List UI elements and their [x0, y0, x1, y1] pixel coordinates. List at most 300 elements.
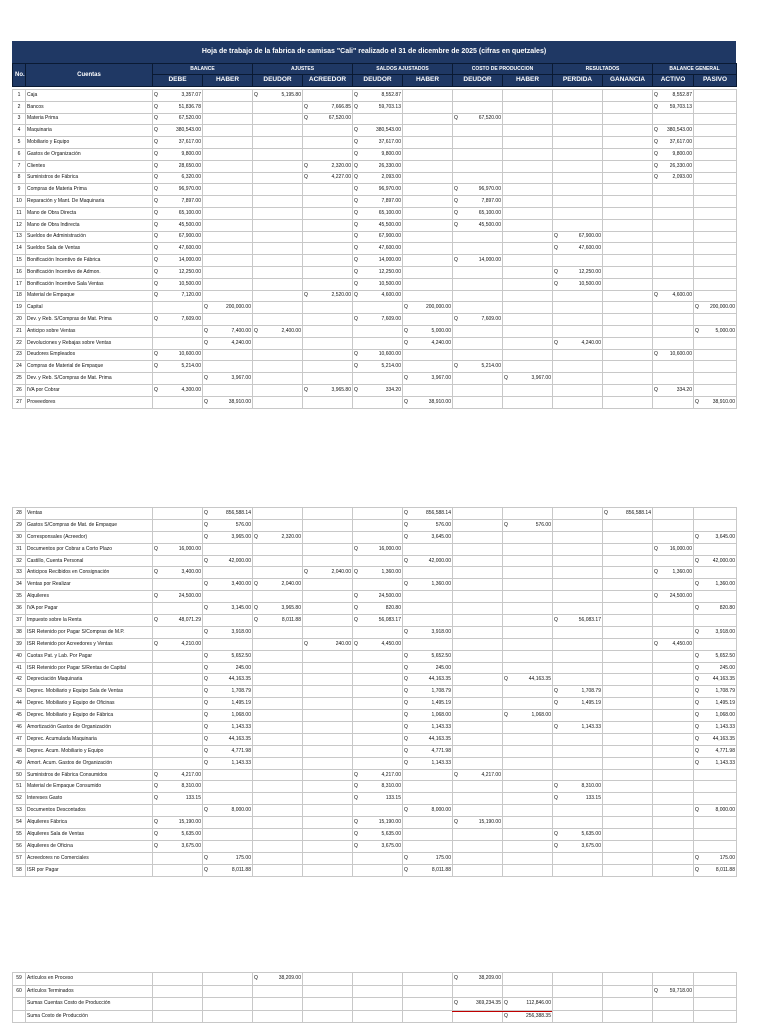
- amount-cell: [453, 373, 503, 385]
- amount-value: 38,910.00: [428, 398, 451, 405]
- amount-cell: [603, 650, 653, 662]
- amount-value: 1,495.19: [431, 700, 451, 707]
- amount-cell: [303, 998, 353, 1011]
- amount-cell: [353, 349, 403, 361]
- amount-cell: [203, 373, 253, 385]
- amount-cell: [694, 231, 737, 243]
- amount-cell: [453, 314, 503, 326]
- amount-cell: [603, 626, 653, 638]
- amount-value: 3,645.00: [715, 533, 735, 540]
- currency-symbol: Q: [454, 186, 458, 193]
- amount-cell: [353, 207, 403, 219]
- currency-symbol: Q: [304, 386, 308, 393]
- currency-symbol: Q: [154, 783, 158, 790]
- amount-value: 4,217.00: [181, 771, 201, 778]
- amount-value: 24,500.00: [669, 593, 692, 600]
- amount-cell: [353, 650, 403, 662]
- amount-cell: [303, 384, 353, 396]
- amount-cell: [253, 1010, 303, 1023]
- amount-cell: [353, 829, 403, 841]
- currency-symbol: Q: [654, 150, 658, 157]
- amount-cell: [453, 579, 503, 591]
- amount-value: 4,210.00: [181, 640, 201, 647]
- account-name: Mano de Obra Indirecta: [26, 219, 153, 231]
- amount-cell: [353, 314, 403, 326]
- amount-value: 7,609.00: [381, 316, 401, 323]
- currency-symbol: Q: [354, 569, 358, 576]
- amount-cell: [353, 710, 403, 722]
- amount-cell: [303, 196, 353, 208]
- row-number: 12: [13, 219, 26, 231]
- currency-symbol: Q: [454, 198, 458, 205]
- amount-cell: [353, 567, 403, 579]
- amount-cell: [303, 172, 353, 184]
- amount-value: 3,918.00: [231, 628, 251, 635]
- amount-cell: [553, 219, 603, 231]
- amount-value: 576.00: [235, 521, 251, 528]
- account-name: Caja: [26, 90, 153, 102]
- currency-symbol: Q: [695, 854, 699, 861]
- row-number: 47: [13, 733, 26, 745]
- amount-cell: [153, 662, 203, 674]
- row-number: 44: [13, 698, 26, 710]
- amount-cell: [253, 745, 303, 757]
- currency-symbol: Q: [354, 150, 358, 157]
- amount-cell: [694, 384, 737, 396]
- amount-cell: [353, 579, 403, 591]
- row-number: 2: [13, 101, 26, 113]
- currency-symbol: Q: [154, 386, 158, 393]
- amount-cell: [553, 973, 603, 986]
- amount-cell: [353, 840, 403, 852]
- amount-cell: [403, 745, 453, 757]
- amount-value: 2,400.00: [281, 327, 301, 334]
- amount-cell: [603, 840, 653, 852]
- amount-cell: [653, 650, 694, 662]
- amount-cell: [653, 793, 694, 805]
- amount-cell: [503, 698, 553, 710]
- amount-cell: [553, 567, 603, 579]
- amount-cell: [653, 973, 694, 986]
- amount-value: 5,635.00: [181, 830, 201, 837]
- amount-cell: [403, 137, 453, 149]
- amount-cell: [553, 733, 603, 745]
- amount-value: 44,163.35: [712, 676, 735, 683]
- amount-cell: [694, 829, 737, 841]
- amount-cell: [603, 349, 653, 361]
- currency-symbol: Q: [204, 854, 208, 861]
- currency-symbol: Q: [604, 509, 608, 516]
- amount-value: 133.15: [585, 795, 601, 802]
- amount-value: 44,163.35: [228, 676, 251, 683]
- amount-cell: [453, 396, 503, 408]
- account-name: Artículos en Proceso: [26, 973, 153, 986]
- amount-cell: [203, 396, 253, 408]
- amount-cell: [153, 698, 203, 710]
- amount-cell: [453, 852, 503, 864]
- account-name: Amortización Gastos de Organización: [26, 722, 153, 734]
- row-number: [13, 998, 26, 1011]
- amount-value: 5,652.50: [231, 652, 251, 659]
- amount-cell: [694, 662, 737, 674]
- amount-cell: [553, 793, 603, 805]
- amount-value: 26,330.00: [378, 162, 401, 169]
- currency-symbol: Q: [695, 676, 699, 683]
- sub-header: HABER: [503, 75, 553, 87]
- currency-symbol: Q: [354, 593, 358, 600]
- amount-cell: [503, 207, 553, 219]
- amount-cell: [453, 710, 503, 722]
- amount-cell: [203, 591, 253, 603]
- amount-cell: [153, 519, 203, 531]
- amount-cell: [453, 219, 503, 231]
- amount-cell: [353, 337, 403, 349]
- amount-cell: [403, 184, 453, 196]
- amount-value: 44,163.35: [228, 735, 251, 742]
- amount-cell: [303, 793, 353, 805]
- amount-cell: [553, 650, 603, 662]
- currency-symbol: Q: [404, 581, 408, 588]
- amount-cell: [153, 396, 203, 408]
- amount-cell: [353, 160, 403, 172]
- currency-symbol: Q: [204, 581, 208, 588]
- total-underline: [452, 1011, 552, 1012]
- amount-cell: [694, 302, 737, 314]
- amount-cell: [694, 698, 737, 710]
- currency-symbol: Q: [504, 375, 508, 382]
- currency-symbol: Q: [204, 700, 208, 707]
- currency-symbol: Q: [695, 759, 699, 766]
- amount-cell: [653, 243, 694, 255]
- amount-value: 380,543.00: [175, 127, 201, 134]
- currency-symbol: Q: [695, 652, 699, 659]
- amount-cell: [403, 337, 453, 349]
- amount-cell: [453, 337, 503, 349]
- amount-cell: [203, 207, 253, 219]
- amount-cell: [694, 278, 737, 290]
- worksheet-table-part-3: [12, 972, 737, 1023]
- amount-cell: [453, 615, 503, 627]
- amount-cell: [203, 805, 253, 817]
- table-row: [13, 769, 737, 781]
- amount-cell: [203, 722, 253, 734]
- amount-cell: [653, 196, 694, 208]
- amount-cell: [153, 985, 203, 998]
- amount-value: 8,011.88: [231, 866, 251, 873]
- amount-cell: [153, 113, 203, 125]
- amount-cell: [453, 302, 503, 314]
- amount-cell: [553, 769, 603, 781]
- amount-cell: [453, 626, 503, 638]
- table-row: [13, 615, 737, 627]
- amount-cell: [503, 985, 553, 998]
- amount-cell: [303, 781, 353, 793]
- currency-symbol: Q: [354, 795, 358, 802]
- account-name: Devoluciones y Rebajas sobre Ventas: [26, 337, 153, 349]
- amount-value: 96,970.00: [378, 186, 401, 193]
- amount-cell: [403, 361, 453, 373]
- currency-symbol: Q: [404, 735, 408, 742]
- row-number: 55: [13, 829, 26, 841]
- amount-cell: [553, 101, 603, 113]
- amount-cell: [153, 384, 203, 396]
- amount-cell: [253, 650, 303, 662]
- amount-value: 12,250.00: [178, 268, 201, 275]
- amount-cell: [653, 278, 694, 290]
- amount-cell: [694, 172, 737, 184]
- currency-symbol: Q: [554, 842, 558, 849]
- amount-cell: [353, 231, 403, 243]
- amount-cell: [503, 314, 553, 326]
- amount-cell: [253, 793, 303, 805]
- row-number: 7: [13, 160, 26, 172]
- account-name: Gastos S/Compras de Mat. de Empaque: [26, 519, 153, 531]
- currency-symbol: Q: [154, 830, 158, 837]
- amount-cell: [403, 638, 453, 650]
- amount-cell: [694, 543, 737, 555]
- amount-cell: [503, 662, 553, 674]
- amount-cell: [503, 219, 553, 231]
- amount-value: 3,400.00: [181, 569, 201, 576]
- currency-symbol: Q: [154, 819, 158, 826]
- amount-cell: [603, 817, 653, 829]
- amount-cell: [303, 361, 353, 373]
- currency-symbol: Q: [154, 292, 158, 299]
- currency-symbol: Q: [154, 115, 158, 122]
- amount-cell: [303, 698, 353, 710]
- amount-value: 1,708.79: [715, 688, 735, 695]
- amount-cell: [603, 508, 653, 520]
- account-name: ISR por Pagar: [26, 864, 153, 876]
- amount-cell: [653, 361, 694, 373]
- amount-cell: [603, 196, 653, 208]
- currency-symbol: Q: [454, 1000, 458, 1007]
- row-number: 59: [13, 973, 26, 986]
- amount-cell: [694, 686, 737, 698]
- currency-symbol: Q: [695, 866, 699, 873]
- currency-symbol: Q: [304, 174, 308, 181]
- amount-cell: [453, 325, 503, 337]
- currency-symbol: Q: [354, 198, 358, 205]
- amount-value: 5,000.00: [715, 327, 735, 334]
- amount-cell: [694, 396, 737, 408]
- amount-value: 10,600.00: [178, 351, 201, 358]
- table-row: [13, 543, 737, 555]
- amount-cell: [253, 278, 303, 290]
- amount-value: 59,703.13: [378, 103, 401, 110]
- amount-cell: [503, 615, 553, 627]
- amount-value: 5,635.00: [381, 830, 401, 837]
- amount-cell: [253, 579, 303, 591]
- amount-cell: [303, 973, 353, 986]
- amount-value: 7,609.00: [481, 316, 501, 323]
- table-row: [13, 325, 737, 337]
- currency-symbol: Q: [154, 150, 158, 157]
- amount-cell: [653, 733, 694, 745]
- currency-symbol: Q: [695, 304, 699, 311]
- currency-symbol: Q: [354, 830, 358, 837]
- amount-cell: [403, 325, 453, 337]
- amount-cell: [303, 817, 353, 829]
- amount-cell: [253, 973, 303, 986]
- table-row: [13, 184, 737, 196]
- currency-symbol: Q: [404, 759, 408, 766]
- no-header: No.: [13, 64, 26, 87]
- table-row: [13, 160, 737, 172]
- amount-cell: [553, 626, 603, 638]
- currency-symbol: Q: [254, 91, 258, 98]
- amount-cell: [403, 519, 453, 531]
- amount-cell: [303, 674, 353, 686]
- amount-cell: [453, 745, 503, 757]
- amount-cell: [403, 686, 453, 698]
- amount-value: 9,800.00: [181, 150, 201, 157]
- table-row: [13, 805, 737, 817]
- amount-cell: [653, 113, 694, 125]
- amount-value: 16,000.00: [178, 545, 201, 552]
- amount-cell: [653, 638, 694, 650]
- currency-symbol: Q: [454, 221, 458, 228]
- amount-value: 44,163.35: [428, 735, 451, 742]
- amount-cell: [253, 125, 303, 137]
- amount-cell: [553, 662, 603, 674]
- amount-value: 7,897.00: [181, 198, 201, 205]
- amount-cell: [553, 603, 603, 615]
- currency-symbol: Q: [504, 712, 508, 719]
- amount-cell: [203, 638, 253, 650]
- amount-cell: [453, 567, 503, 579]
- amount-cell: [353, 998, 403, 1011]
- amount-cell: [694, 757, 737, 769]
- currency-symbol: Q: [354, 292, 358, 299]
- amount-cell: [353, 278, 403, 290]
- amount-cell: [403, 579, 453, 591]
- amount-cell: [353, 626, 403, 638]
- amount-value: 820.80: [719, 605, 735, 612]
- amount-cell: [253, 337, 303, 349]
- currency-symbol: Q: [404, 700, 408, 707]
- currency-symbol: Q: [695, 628, 699, 635]
- amount-value: 5,214.00: [481, 363, 501, 370]
- amount-cell: [653, 137, 694, 149]
- row-number: 10: [13, 196, 26, 208]
- currency-symbol: Q: [454, 819, 458, 826]
- currency-symbol: Q: [254, 975, 258, 982]
- amount-cell: [453, 985, 503, 998]
- amount-cell: [453, 290, 503, 302]
- amount-cell: [553, 243, 603, 255]
- amount-cell: [153, 973, 203, 986]
- amount-value: 3,645.00: [431, 533, 451, 540]
- amount-cell: [353, 396, 403, 408]
- amount-cell: [303, 531, 353, 543]
- amount-value: 576.00: [435, 521, 451, 528]
- amount-cell: [453, 266, 503, 278]
- amount-value: 8,000.00: [715, 807, 735, 814]
- row-number: 53: [13, 805, 26, 817]
- currency-symbol: Q: [204, 375, 208, 382]
- table-row: [13, 757, 737, 769]
- amount-cell: [303, 255, 353, 267]
- table-row: [13, 973, 737, 986]
- amount-cell: [653, 769, 694, 781]
- amount-cell: [303, 90, 353, 102]
- amount-cell: [553, 745, 603, 757]
- amount-cell: [253, 686, 303, 698]
- account-name: ISR Retenido por Pagar S/Compras de M.P.: [26, 626, 153, 638]
- amount-cell: [503, 349, 553, 361]
- currency-symbol: Q: [354, 783, 358, 790]
- currency-symbol: Q: [204, 509, 208, 516]
- amount-value: 576.00: [535, 521, 551, 528]
- amount-cell: [203, 662, 253, 674]
- currency-symbol: Q: [154, 257, 158, 264]
- amount-value: 4,240.00: [431, 339, 451, 346]
- currency-symbol: Q: [404, 747, 408, 754]
- amount-cell: [303, 266, 353, 278]
- amount-cell: [653, 579, 694, 591]
- amount-cell: [553, 985, 603, 998]
- amount-cell: [553, 337, 603, 349]
- amount-value: 42,000.00: [228, 557, 251, 564]
- amount-cell: [253, 531, 303, 543]
- row-number: 56: [13, 840, 26, 852]
- amount-value: 5,635.00: [581, 830, 601, 837]
- amount-cell: [203, 603, 253, 615]
- currency-symbol: Q: [304, 162, 308, 169]
- table-row: [13, 745, 737, 757]
- amount-value: 67,900.00: [578, 233, 601, 240]
- amount-cell: [153, 508, 203, 520]
- amount-cell: [603, 603, 653, 615]
- amount-cell: [453, 781, 503, 793]
- amount-value: 112,846.00: [526, 1000, 551, 1007]
- account-name: Depreciación Maquinaria: [26, 674, 153, 686]
- currency-symbol: Q: [554, 700, 558, 707]
- amount-cell: [303, 757, 353, 769]
- amount-cell: [203, 519, 253, 531]
- amount-value: 8,310.00: [381, 783, 401, 790]
- amount-cell: [503, 626, 553, 638]
- account-name: Deudores Empleados: [26, 349, 153, 361]
- amount-cell: [453, 543, 503, 555]
- amount-cell: [603, 567, 653, 579]
- table-row: [13, 626, 737, 638]
- amount-cell: [153, 567, 203, 579]
- amount-cell: [553, 710, 603, 722]
- amount-cell: [553, 396, 603, 408]
- amount-value: 4,600.00: [672, 292, 692, 299]
- amount-cell: [153, 160, 203, 172]
- amount-cell: [603, 314, 653, 326]
- amount-cell: [353, 698, 403, 710]
- amount-cell: [603, 337, 653, 349]
- table-row: [13, 852, 737, 864]
- amount-cell: [453, 148, 503, 160]
- table-row: [13, 555, 737, 567]
- currency-symbol: Q: [154, 245, 158, 252]
- currency-symbol: Q: [654, 640, 658, 647]
- amount-cell: [503, 302, 553, 314]
- amount-cell: [694, 805, 737, 817]
- amount-cell: [503, 852, 553, 864]
- amount-cell: [453, 817, 503, 829]
- amount-cell: [603, 90, 653, 102]
- amount-cell: [203, 626, 253, 638]
- amount-value: 256,388.35: [525, 1012, 551, 1019]
- amount-value: 820.80: [385, 605, 401, 612]
- currency-symbol: Q: [254, 533, 258, 540]
